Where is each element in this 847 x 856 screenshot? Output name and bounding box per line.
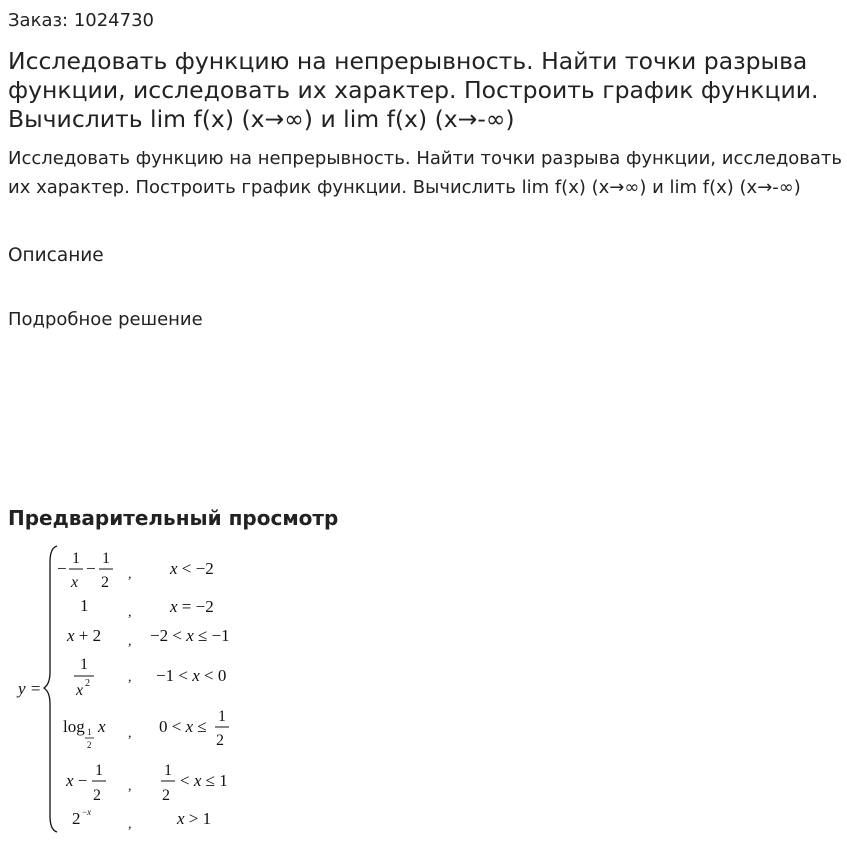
svg-text:−: − <box>57 559 67 578</box>
svg-text:−: − <box>86 559 96 578</box>
svg-text:x: x <box>76 682 84 699</box>
svg-text:2: 2 <box>162 787 170 804</box>
svg-text:0 < x ≤: 0 < x ≤ <box>159 717 207 736</box>
svg-text:1: 1 <box>72 550 80 567</box>
svg-text:,: , <box>128 605 132 620</box>
svg-text:2: 2 <box>101 574 109 591</box>
formula-preview-image <box>10 540 260 836</box>
svg-text:2: 2 <box>93 787 101 804</box>
svg-text:,: , <box>128 670 132 685</box>
svg-text:−2 < x ≤ −1: −2 < x ≤ −1 <box>150 626 230 645</box>
svg-text:,: , <box>128 779 132 794</box>
svg-text:x < −2: x < −2 <box>170 559 214 578</box>
svg-text:x = −2: x = −2 <box>170 597 214 616</box>
formula-row-1 <box>57 550 214 591</box>
svg-text:1: 1 <box>80 656 88 673</box>
svg-text:x: x <box>71 574 79 591</box>
svg-text:x: x <box>98 717 106 736</box>
svg-text:1: 1 <box>102 550 110 567</box>
svg-text:2: 2 <box>216 732 224 749</box>
formula-row-6 <box>65 762 228 804</box>
formula-row-7 <box>72 807 211 832</box>
page-title: Исследовать функцию на непрерывность. Найти точки разрыва функции, исследовать их характер. Построить график функции. Вычислить lim f(x) (x→∞) и lim f(x) (x→-∞) <box>8 47 819 133</box>
svg-text:1: 1 <box>87 727 92 737</box>
svg-text:,: , <box>128 634 132 649</box>
svg-text:< x ≤ 1: < x ≤ 1 <box>180 771 228 790</box>
svg-text:−x: −x <box>82 807 92 817</box>
svg-text:1: 1 <box>218 708 226 725</box>
formula-row-4 <box>74 656 226 699</box>
piecewise-formula <box>10 540 260 836</box>
svg-text:x + 2: x + 2 <box>67 626 102 645</box>
svg-text:log: log <box>63 717 85 736</box>
svg-text:x −: x − <box>66 771 88 790</box>
formula-row-3 <box>66 626 230 649</box>
svg-text:−1 < x < 0: −1 < x < 0 <box>156 666 227 685</box>
svg-text:x > 1: x > 1 <box>177 809 212 828</box>
formula-row-2 <box>80 596 214 620</box>
solution-label: Подробное решение <box>8 309 203 330</box>
formula-row-5 <box>63 708 229 750</box>
formula-lhs: y = <box>18 679 42 698</box>
svg-text:,: , <box>128 817 132 832</box>
task-description: Исследовать функцию на непрерывность. Найти точки разрыва функции, исследовать их характер. Построить график функции. Вычислить lim f(x) (x→∞) и lim f(x) (x→-∞) <box>8 148 843 198</box>
description-heading: Описание <box>8 245 104 266</box>
svg-text:,: , <box>128 726 132 741</box>
svg-text:1: 1 <box>80 596 89 615</box>
svg-text:2: 2 <box>87 740 92 750</box>
svg-text:1: 1 <box>95 762 103 779</box>
svg-text:,: , <box>128 567 132 582</box>
svg-text:2: 2 <box>85 678 90 689</box>
order-number: Заказ: 1024730 <box>8 10 154 31</box>
svg-text:2: 2 <box>72 809 81 828</box>
preview-heading: Предварительный просмотр <box>8 506 339 530</box>
svg-text:1: 1 <box>164 762 172 779</box>
formula-brace <box>44 546 57 832</box>
